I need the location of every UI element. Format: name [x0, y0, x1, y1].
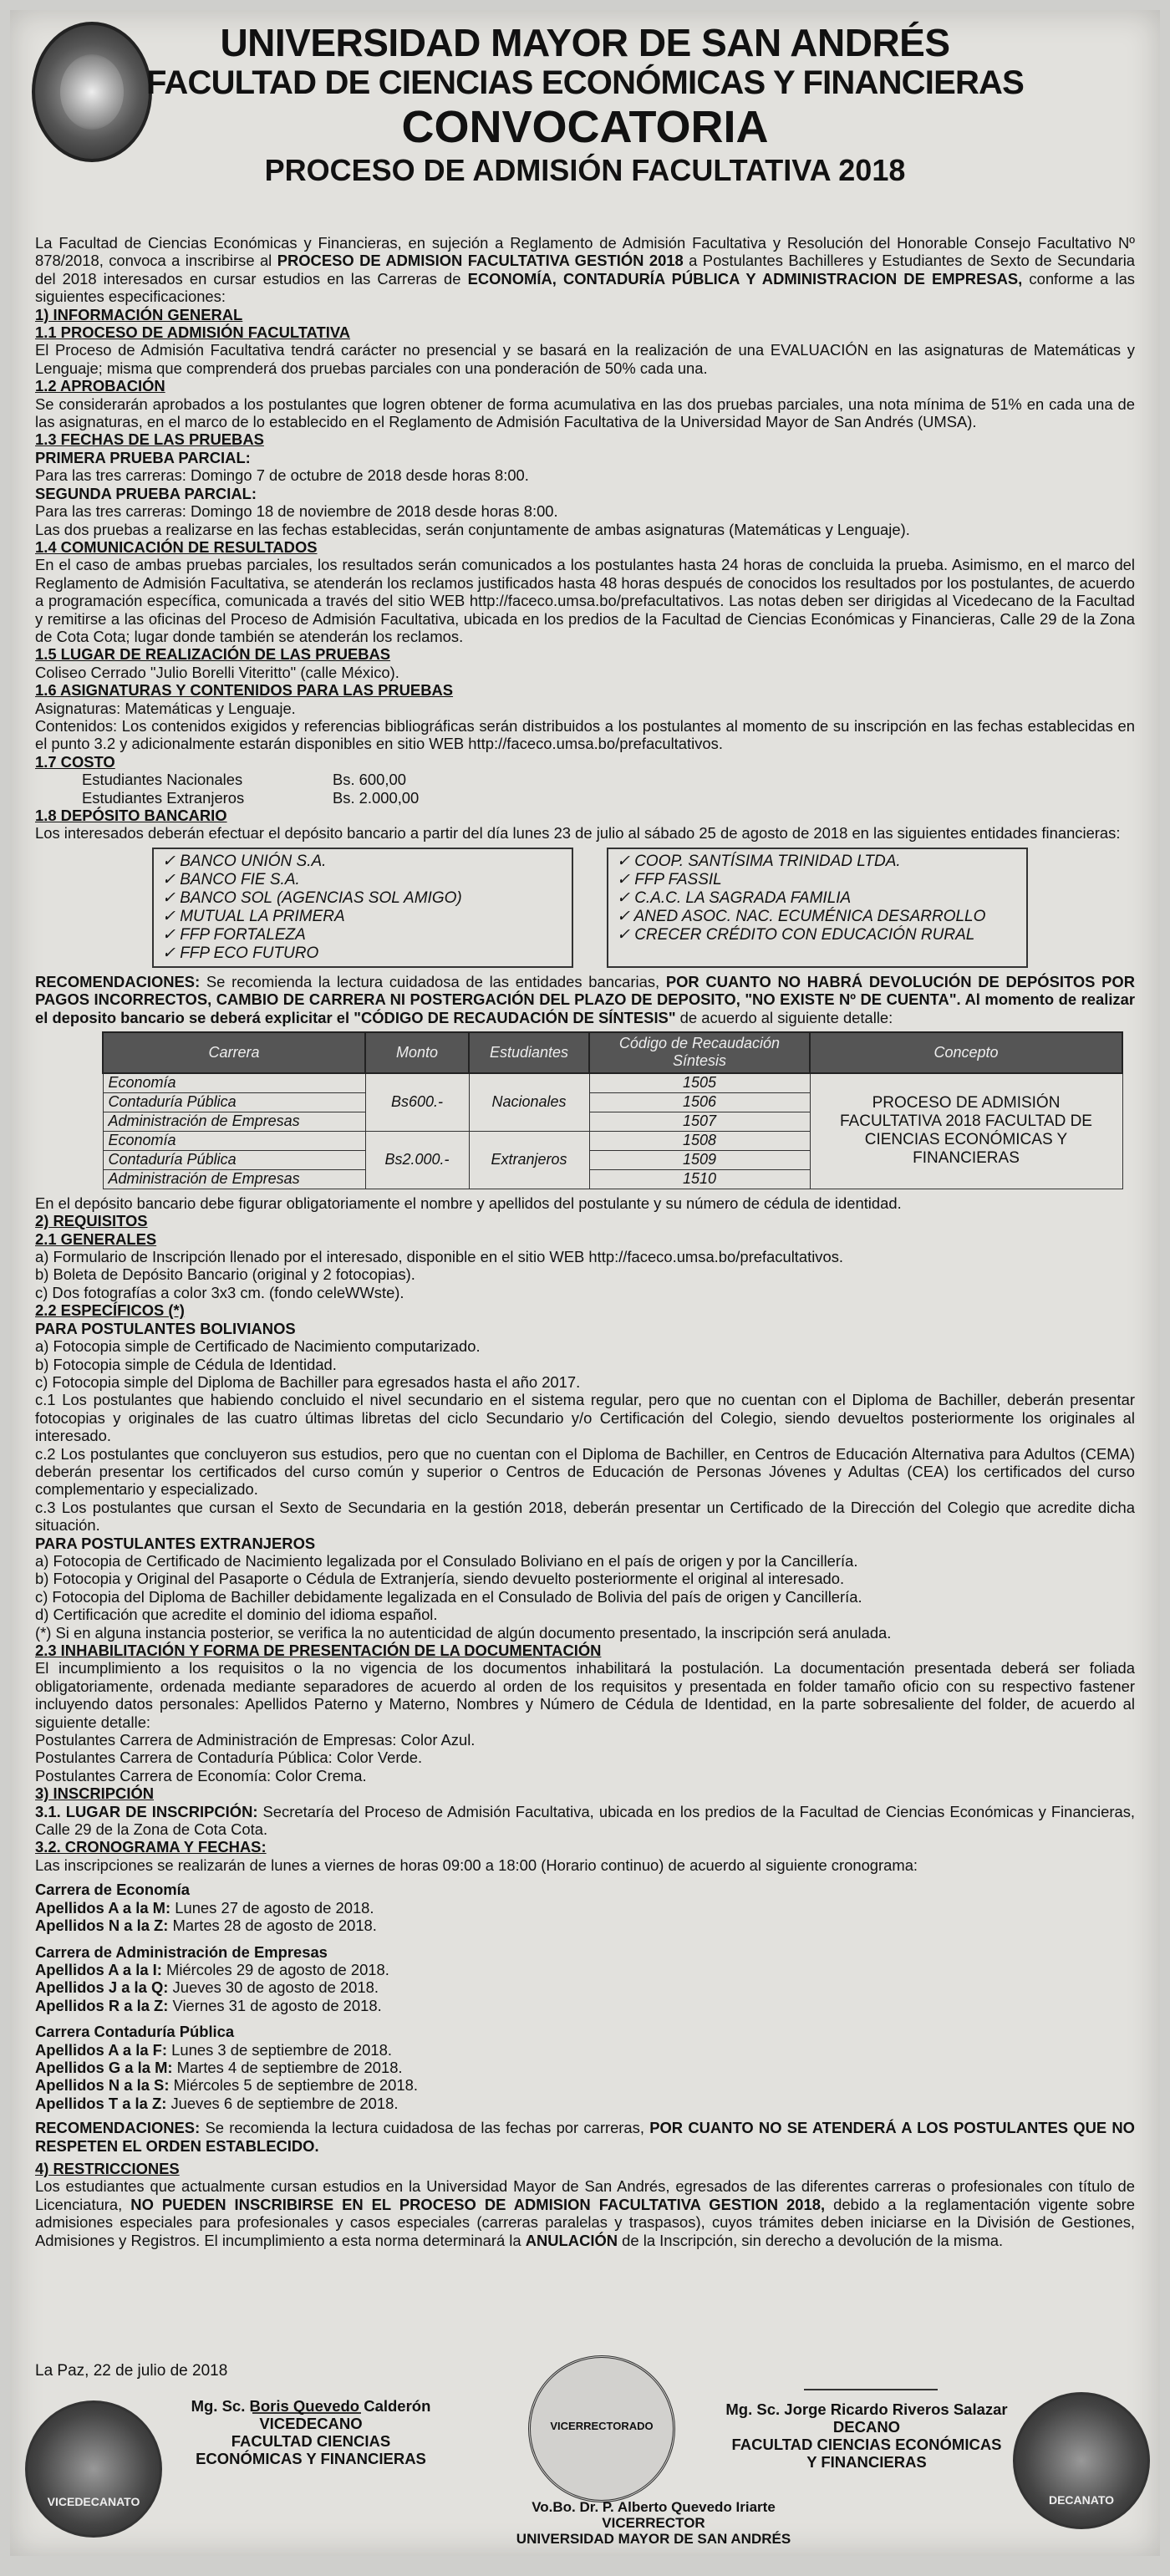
cost-row-foreigners: Estudiantes Extranjeros Bs. 2.000,00: [82, 788, 420, 807]
requirement-item: b) Fotocopia simple de Cédula de Identidad.: [35, 1355, 337, 1373]
folder-color-item: Postulantes Carrera de Contaduría Pública: Color Verde.: [35, 1749, 423, 1767]
list-item: ✓ ANED ASOC. NAC. ECUMÉNICA DESARROLLO: [617, 907, 986, 925]
vicedecanato-stamp: VICEDECANATO: [25, 2400, 162, 2538]
table-cell: Contaduría Pública: [103, 1150, 365, 1169]
section-1-8-text: Los interesados deberán efectuar el depósito bancario a partir del día lunes 23 de julio al sábado 25 de agosto de 2018 en las siguientes entidades financieras:: [35, 824, 1121, 843]
column-header: Carrera: [103, 1032, 365, 1073]
section-4-heading: 4) RESTRICCIONES: [35, 2159, 180, 2177]
table-cell: Economía: [103, 1073, 365, 1093]
table-cell: 1509: [589, 1150, 810, 1169]
requirement-item: b) Boleta de Depósito Bancario (original y 2 fotocopias).: [35, 1265, 415, 1284]
requirement-item: c) Fotocopia simple del Diploma de Bachiller para egresados hasta el año 2017.: [35, 1372, 581, 1391]
section-1-2-heading: 1.2 APROBACIÓN: [35, 377, 165, 395]
folder-color-item: Postulantes Carrera de Economía: Color Crema.: [35, 1766, 367, 1784]
section-1-4-heading: 1.4 COMUNICACIÓN DE RESULTADOS: [35, 537, 318, 556]
recommendations-schedule: RECOMENDACIONES: Se recomienda la lectura cuidadosa de las fechas por carreras, POR CUANTO NO SE ATENDERÁ A LOS POSTULANTES QUE NO RESPETEN EL ORDEN ESTABLECIDO.: [35, 2119, 1135, 2155]
requirement-item: d) Certificación que acredite el dominio del idioma español.: [35, 1606, 438, 1624]
second-exam-heading: SEGUNDA PRUEBA PARCIAL:: [35, 484, 257, 502]
schedule-group-title: Carrera de Administración de Empresas: [35, 1942, 328, 1961]
requirement-item: c) Dos fotografías a color 3x3 cm. (fondo celeWWste).: [35, 1283, 404, 1301]
section-1-3-heading: 1.3 FECHAS DE LAS PRUEBAS: [35, 430, 264, 449]
table-cell: Economía: [103, 1131, 365, 1150]
bank-list: [152, 848, 1135, 968]
deposit-note: En el depósito bancario debe figurar obligatoriamente el nombre y apellidos del postulante y su número de cédula de identidad.: [35, 1194, 902, 1212]
requirement-note: (*) Si en alguna instancia posterior, se verifica la no autenticidad de algún documento presentado, la inscripción será anulada.: [35, 1623, 892, 1642]
schedule-group-title: Carrera de Economía: [35, 1881, 191, 1899]
schedule-group-title: Carrera Contaduría Pública: [35, 2023, 235, 2041]
first-exam-heading: PRIMERA PRUEBA PARCIAL:: [35, 448, 251, 466]
first-exam-date: Para las tres carreras: Domingo 7 de octubre de 2018 desde horas 8:00.: [35, 466, 529, 485]
section-2-3-heading: 2.3 INHABILITACIÓN Y FORMA DE PRESENTACIÓN DE LA DOCUMENTACIÓN: [35, 1642, 602, 1659]
requirement-item: a) Fotocopia simple de Certificado de Nacimiento computarizado.: [35, 1337, 481, 1356]
table-cell: Extranjeros: [469, 1131, 589, 1189]
column-header: Concepto: [810, 1032, 1122, 1073]
list-item: ✓ FFP ECO FUTURO: [162, 944, 319, 962]
list-item: ✓ COOP. SANTÍSIMA TRINIDAD LTDA.: [617, 852, 901, 870]
list-item: ✓ BANCO SOL (AGENCIAS SOL AMIGO): [162, 888, 462, 907]
vicerrector-block: [478, 2499, 829, 2547]
document-subtitle: PROCESO DE ADMISIÓN FACULTATIVA 2018: [264, 153, 906, 187]
section-2-heading: 2) REQUISITOS: [35, 1212, 148, 1230]
requirement-item: a) Fotocopia de Certificado de Nacimiento legalizada por el Consulado Boliviano en el país de origen y por la Cancillería.: [35, 1551, 858, 1570]
section-1-8-heading: 1.8 DEPÓSITO BANCARIO: [35, 807, 227, 824]
column-header: Monto: [365, 1032, 469, 1073]
table-cell: 1506: [589, 1092, 810, 1112]
bolivian-applicants-heading: PARA POSTULANTES BOLIVIANOS: [35, 1319, 296, 1337]
section-3-heading: 3) INSCRIPCIÓN: [35, 1784, 155, 1803]
schedule-item: Apellidos J a la Q: Jueves 30 de agosto de 2018.: [35, 1978, 379, 1997]
requirement-item: c.2 Los postulantes que concluyeron sus estudios, pero que no cuentan con el Diploma de Bachiller, en Centros de Educación Alternativa para Adultos (CEMA) deberán presentar los certificados del curso común y superior o Centros de Educación de Personas Jóvenes y Adultas (CEA) los certificados del curso complementario y especializado.: [35, 1444, 1135, 1499]
table-cell: 1508: [589, 1131, 810, 1150]
faculty-name: FACULTAD DE CIENCIAS ECONÓMICAS Y FINANCIERAS: [146, 64, 1024, 101]
schedule-item: Apellidos N a la Z: Martes 28 de agosto de 2018.: [35, 1917, 377, 1935]
schedule-item: Apellidos A a la M: Lunes 27 de agosto de 2018.: [35, 1898, 374, 1917]
section-2-2-heading: 2.2 ESPECÍFICOS (*): [35, 1301, 185, 1320]
column-header: Código de Recaudación Síntesis: [589, 1032, 810, 1073]
table-row: [103, 1073, 1122, 1093]
requirement-item: b) Fotocopia y Original del Pasaporte o Cédula de Extranjería, siendo devuelto posteriormente el original al interesado.: [35, 1570, 845, 1588]
vicerrectorado-stamp: VICERRECTORADO: [528, 2355, 675, 2502]
section-1-6-heading: 1.6 ASIGNATURAS Y CONTENIDOS PARA LAS PRUEBAS: [35, 681, 454, 700]
dean-signature: [804, 2359, 938, 2390]
section-1-5-text: Coliseo Cerrado "Julio Borelli Viteritto" (calle México).: [35, 663, 399, 681]
list-item: ✓ FFP FASSIL: [617, 870, 722, 888]
table-cell: Contaduría Pública: [103, 1092, 365, 1112]
section-1-1-heading: 1.1 PROCESO DE ADMISIÓN FACULTATIVA: [35, 323, 351, 342]
requirement-item: c.3 Los postulantes que cursan el Sexto de Secundaria en la gestión 2018, deberán presentar un Certificado de la Dirección del Colegio que acredite dicha situación.: [35, 1498, 1135, 1535]
vicedean-name: Mg. Sc. Boris Quevedo Calderón: [191, 2397, 431, 2415]
list-item: ✓ FFP FORTALEZA: [162, 925, 306, 944]
vicedean-title: VICEDECANO: [259, 2415, 363, 2432]
schedule-item: Apellidos N a la S: Miércoles 5 de septiembre de 2018.: [35, 2076, 418, 2095]
vicedean-block: [152, 2397, 470, 2467]
table-cell: PROCESO DE ADMISIÓN FACULTATIVA 2018 FACULTAD DE CIENCIAS ECONÓMICAS Y FINANCIERAS: [810, 1073, 1122, 1189]
list-item: ✓ CRECER CRÉDITO CON EDUCACIÓN RURAL: [617, 925, 975, 944]
section-3-2-text: Las inscripciones se realizarán de lunes a viernes de horas 09:00 a 18:00 (Horario continuo) de acuerdo al siguiente cronograma:: [35, 1856, 918, 1874]
schedule-item: Apellidos A a la I: Miércoles 29 de agosto de 2018.: [35, 1960, 389, 1978]
foreign-applicants-heading: PARA POSTULANTES EXTRANJEROS: [35, 1534, 316, 1552]
table-cell: 1510: [589, 1169, 810, 1189]
section-4-text: Los estudiantes que actualmente cursan estudios en la Universidad Mayor de San Andrés, egresados de las diferentes carreras o profesionales con título de Licenciatura, NO PUEDEN INSCRIBIRSE EN EL PROCESO DE ADMISION FACULTATIVA GESTION 2018, debido a la reglamentación vigente sobre admisiones especiales para profesionales y casos especiales (carreras paralelas y traspasos), cuyos trámites deben iniciarse en la División de Gestiones, Admisiones y Registros. El incumplimiento a esta norma determinará la ANULACIÓN de la Inscripción, sin derecho a devolución de la misma.: [35, 2177, 1135, 2249]
schedule-item: Apellidos R a la Z: Viernes 31 de agosto de 2018.: [35, 1996, 382, 2014]
section-1-5-heading: 1.5 LUGAR DE REALIZACIÓN DE LAS PRUEBAS: [35, 645, 391, 664]
dean-org: FACULTAD CIENCIAS ECONÓMICAS Y FINANCIERAS: [731, 2436, 1002, 2471]
requirement-item: c.1 Los postulantes que habiendo concluido el nivel secundario en el sistema regular, pero que no cuentan con el Diploma de Bachiller, deberán presentar fotocopias y originales de las cuatro últimas libretas del ciclo Secundario y/o Certificación del Colegio, siendo devueltos posteriormente los originales al interesado.: [35, 1391, 1135, 1445]
section-1-6-contents: Contenidos: Los contenidos exigidos y referencias bibliográficas serán distribuidos a los postulantes al momento de su inscripción en las fechas establecidas en el punto 3.2 y adicionalmente estarán disponibles en sitio WEB http://faceco.umsa.bo/prefacultativos.: [35, 716, 1135, 753]
body-text: [35, 234, 1135, 2249]
document-page: [10, 10, 1160, 2556]
folder-color-item: Postulantes Carrera de Administración de Empresas: Color Azul.: [35, 1731, 476, 1749]
vicerrector-org: UNIVERSIDAD MAYOR DE SAN ANDRÉS: [516, 2531, 791, 2547]
table-header-row: [103, 1032, 1122, 1073]
table-cell: 1505: [589, 1073, 810, 1093]
signature-area: [10, 2350, 1160, 2556]
table-cell: Bs600.-: [365, 1073, 469, 1132]
schedule-item: Apellidos T a la Z: Jueves 6 de septiembre de 2018.: [35, 2094, 399, 2112]
section-1-2-text: Se considerarán aprobados a los postulantes que logren obtener de forma acumulativa en las dos pruebas parciales, una nota mínima de 51% en cada una de las asignaturas, en el marco de lo establecido en el Reglamento de Admisión Facultativa de la Universidad Mayor de San Andrés (UMSA).: [35, 395, 1135, 431]
list-item: ✓ BANCO FIE S.A.: [162, 870, 300, 888]
dean-name: Mg. Sc. Jorge Ricardo Riveros Salazar: [725, 2400, 1008, 2418]
issue-date: La Paz, 22 de julio de 2018: [35, 2362, 228, 2380]
column-header: Estudiantes: [469, 1032, 589, 1073]
section-3-1: 3.1. LUGAR DE INSCRIPCIÓN: Secretaría del Proceso de Admisión Facultativa, ubicada en los predios de la Facultad de Ciencias Económicas y Financieras, Calle 29 de la Zona de Cota Cota.: [35, 1802, 1135, 1839]
document-title: CONVOCATORIA: [401, 102, 769, 152]
cost-row-nationals: Estudiantes Nacionales Bs. 600,00: [82, 771, 406, 789]
requirement-item: c) Fotocopia del Diploma de Bachiller debidamente legalizada en el Consulado de Bolivia del país de origen y Cancillería.: [35, 1587, 862, 1606]
bank-list-right: [607, 848, 1028, 968]
header: [10, 22, 1160, 189]
payment-codes-table: [102, 1031, 1123, 1189]
section-1-heading: 1) INFORMACIÓN GENERAL: [35, 305, 243, 323]
recommendations-deposit: RECOMENDACIONES: Se recomienda la lectura cuidadosa de las entidades bancarias, POR CUANTO NO HABRÁ DEVOLUCIÓN DE DEPÓSITOS POR PAGOS INCORRECTOS, CAMBIO DE CARRERA NI POSTERGACIÓN DEL PLAZO DE DEPOSITO, "NO EXISTE Nº DE CUENTA". Al momento de realizar el deposito bancario se deberá explicitar el "CÓDIGO DE RECAUDACIÓN DE SÍNTESIS" de acuerdo al siguiente detalle:: [35, 972, 1136, 1026]
section-1-7-heading: 1.7 COSTO: [35, 752, 115, 771]
list-item: ✓ BANCO UNIÓN S.A.: [162, 852, 327, 870]
intro-paragraph: La Facultad de Ciencias Económicas y Financieras, en sujeción a Reglamento de Admisión Facultativa y Resolución del Honorable Consejo Facultativo Nº 878/2018, convoca a inscribirse al PROCESO DE ADMISION FACULTATIVA GESTIÓN 2018 a Postulantes Bachilleres y Estudiantes de Sexto de Secundaria del 2018 interesados en cursar estudios en las Carreras de ECONOMÍA, CONTADURÍA PÚBLICA Y ADMINISTRACION DE EMPRESAS, conforme a las siguientes especificaciones:: [35, 234, 1136, 306]
dean-title: DECANO: [832, 2418, 901, 2436]
list-item: ✓ C.A.C. LA SAGRADA FAMILIA: [617, 888, 852, 907]
requirement-item: a) Formulario de Inscripción llenado por el interesado, disponible en el sitio WEB http://faceco.umsa.bo/prefacultativos.: [35, 1248, 844, 1266]
table-cell: Administración de Empresas: [103, 1169, 365, 1189]
section-2-1-heading: 2.1 GENERALES: [35, 1229, 157, 1248]
section-1-6-subjects: Asignaturas: Matemáticas y Lenguaje.: [35, 699, 296, 717]
second-exam-date: Para las tres carreras: Domingo 18 de noviembre de 2018 desde horas 8:00.: [35, 502, 558, 521]
bank-list-left: [152, 848, 573, 968]
decanato-stamp: DECANATO: [1013, 2392, 1150, 2529]
table-cell: 1507: [589, 1112, 810, 1131]
vicerrector-title: VICERRECTOR: [602, 2515, 705, 2531]
schedule-item: Apellidos A a la F: Lunes 3 de septiembre de 2018.: [35, 2040, 392, 2059]
dean-block: [704, 2400, 1030, 2471]
vicedean-org: FACULTAD CIENCIAS ECONÓMICAS Y FINANCIERAS: [196, 2432, 426, 2467]
schedule-item: Apellidos G a la M: Martes 4 de septiembre de 2018.: [35, 2058, 403, 2076]
table-cell: Bs2.000.-: [365, 1131, 469, 1189]
section-2-3-text: El incumplimiento a los requisitos o la no vigencia de los documentos inhabilitará la postulación. La documentación presentada deberá ser foliada obligatoriamente, ordenada mediante separadores de acuerdo al orden de los requisitos y presentada en folder tamaño oficio con su respectivo fastener incluyendo datos personales: Apellidos Paterno y Materno, Nombres y Número de Cédula de Identidad, en la parte sobresaliente del folder, de acuerdo al siguiente detalle:: [35, 1659, 1135, 1731]
table-cell: Administración de Empresas: [103, 1112, 365, 1131]
section-1-4-text: En el caso de ambas pruebas parciales, los resultados serán comunicados a los postulantes hasta 24 horas de concluida la prueba. Asimismo, en el marco del Reglamento de Admisión Facultativa, se atenderán los reclamos justificados hasta 48 horas después de conocidos los resultados por los postulantes, de acuerdo a programación específica, comunicada a través del sitio WEB http://faceco.umsa.bo/prefacultativos. Las notas deben ser dirigidas al Vicedecano de la Facultad y remitirse a las oficinas del Proceso de Admisión Facultativa, ubicada en los predios de la Facultad de Ciencias Económicas y Financieras, Calle 29 de la Zona de Cota Cota; lugar donde también se atenderán los reclamos.: [35, 556, 1135, 645]
university-name: UNIVERSIDAD MAYOR DE SAN ANDRÉS: [220, 21, 950, 64]
vicerrector-name: Vo.Bo. Dr. P. Alberto Quevedo Iriarte: [532, 2499, 776, 2515]
table-cell: Nacionales: [469, 1073, 589, 1132]
section-3-2-heading: 3.2. CRONOGRAMA Y FECHAS:: [35, 1838, 267, 1856]
list-item: ✓ MUTUAL LA PRIMERA: [162, 907, 345, 925]
section-1-1-text: El Proceso de Admisión Facultativa tendrá carácter no presencial y se basará en la realización de una EVALUACIÓN en las asignaturas de Matemáticas y Lenguaje; misma que comprenderá dos pruebas parciales con una ponderación de 50% cada una.: [35, 341, 1135, 377]
exam-note: Las dos pruebas a realizarse en las fechas establecidas, serán conjuntamente de ambas asignaturas (Matemáticas y Lenguaje).: [35, 520, 910, 538]
